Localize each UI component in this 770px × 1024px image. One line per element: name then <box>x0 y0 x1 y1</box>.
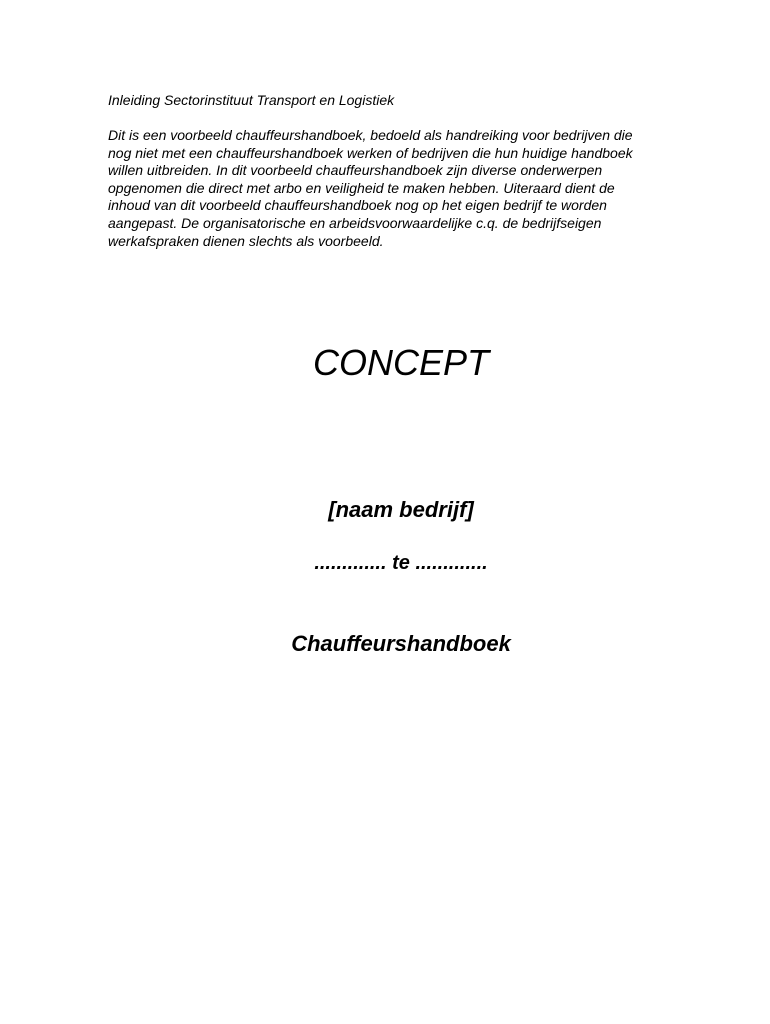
intro-line: willen uitbreiden. In dit voorbeeld chauffeurshandboek zijn diverse onderwerpen <box>108 162 603 179</box>
location-placeholder: ............. te ............. <box>314 552 488 574</box>
intro-line: werkafspraken dienen slechts als voorbeeld. <box>108 232 384 249</box>
intro-paragraph <box>108 127 680 250</box>
company-name-placeholder: [naam bedrijf] <box>328 497 474 522</box>
concept-label: CONCEPT <box>312 342 489 383</box>
intro-line: Dit is een voorbeeld chauffeurshandboek, bedoeld als handreiking voor bedrijven die <box>108 127 633 143</box>
intro-heading: Inleiding Sectorinstituut Transport en Logistiek <box>108 92 395 108</box>
intro-line: aangepast. De organisatorische en arbeidsvoorwaardelijke c.q. de bedrijfseigen <box>108 214 602 231</box>
intro-line: inhoud van dit voorbeeld chauffeurshandboek nog op het eigen bedrijf te worden <box>108 197 607 214</box>
handbook-title: Chauffeurshandboek <box>291 631 511 656</box>
intro-line: opgenomen die direct met arbo en veiligheid te maken hebben. Uiteraard dient de <box>108 179 615 196</box>
intro-line: nog niet met een chauffeurshandboek werken of bedrijven die hun huidige handboek <box>108 144 633 161</box>
